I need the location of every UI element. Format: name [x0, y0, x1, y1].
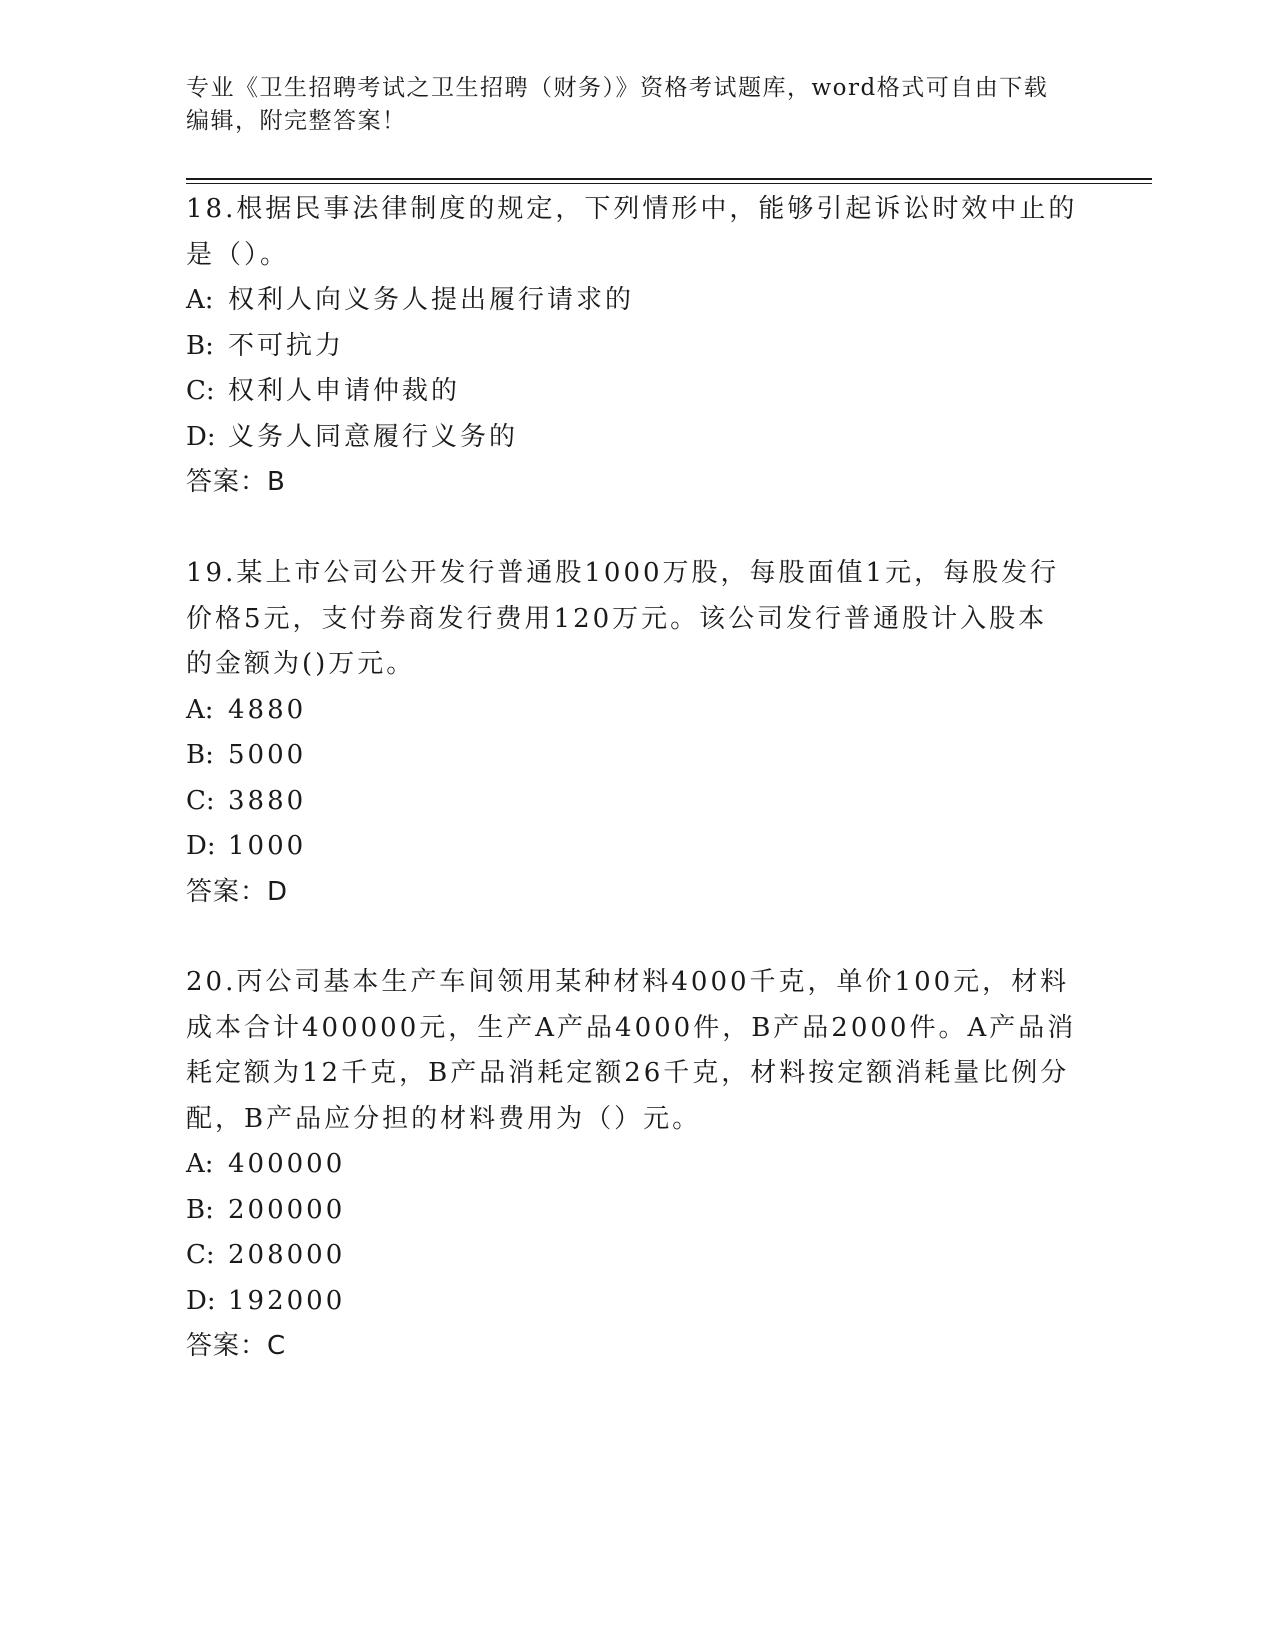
option-key: D: [186, 1285, 216, 1316]
question-stem-line: 耗定额为12千克，B产品消耗定额26千克，材料按定额消耗量比例分 [186, 1058, 1070, 1088]
option-c [186, 1233, 1086, 1279]
option-b [186, 324, 1086, 370]
question-20 [186, 960, 1086, 1370]
answer-label: 答案：C [186, 1331, 287, 1361]
option-key: A: [186, 1149, 214, 1179]
option-text: 1000 [228, 831, 307, 861]
option-text: 不可抗力 [228, 330, 345, 361]
question-stem-line: 是（）。 [186, 239, 290, 270]
answer-label: 答案：B [186, 467, 286, 497]
option-key: B: [186, 1194, 214, 1225]
question-stem-line: 配，B产品应分担的材料费用为（）元。 [186, 1103, 702, 1134]
option-text: 400000 [228, 1149, 346, 1179]
option-text: 义务人同意履行义务的 [228, 421, 519, 452]
answer-label: 答案：D [186, 876, 289, 907]
option-c [186, 779, 1086, 825]
option-key: D: [186, 831, 216, 861]
option-key: D: [186, 421, 216, 452]
question-stem-line: 的金额为()万元。 [186, 649, 416, 679]
header-line-1: 专业《卫生招聘考试之卫生招聘（财务）》资格考试题库，word格式可自由下载 [186, 75, 1049, 101]
option-a [186, 278, 1086, 324]
option-key: C: [186, 785, 215, 816]
option-key: B: [186, 740, 214, 770]
document-header [186, 72, 1066, 138]
header-divider-thick [186, 178, 1152, 180]
header-divider-thin [186, 183, 1152, 184]
option-text: 200000 [228, 1194, 346, 1225]
question-stem-line: 19.某上市公司公开发行普通股1000万股，每股面值1元，每股发行 [186, 558, 1060, 588]
question-number: 19. [186, 558, 237, 588]
option-b [186, 733, 1086, 779]
question-number: 20. [186, 967, 237, 997]
question-stem-line: 成本合计400000元，生产A产品4000件，B产品2000件。A产品消 [186, 1012, 1077, 1043]
option-b [186, 1188, 1086, 1234]
question-18 [186, 187, 1086, 506]
header-line-2: 编辑，附完整答案！ [186, 108, 407, 134]
option-text: 权利人申请仲裁的 [228, 376, 461, 406]
option-key: A: [186, 285, 214, 315]
question-stem-line: 18.根据民事法律制度的规定，下列情形中，能够引起诉讼时效中止的 [186, 194, 1078, 224]
question-19 [186, 551, 1086, 915]
option-key: A: [186, 694, 214, 725]
option-text: 4880 [228, 694, 307, 725]
option-text: 权利人向义务人提出履行请求的 [228, 285, 635, 315]
option-text: 3880 [228, 785, 307, 816]
option-text: 208000 [228, 1240, 346, 1270]
option-a [186, 1142, 1086, 1188]
option-a [186, 688, 1086, 734]
option-c [186, 369, 1086, 415]
option-d [186, 415, 1086, 461]
question-stem-line: 20.丙公司基本生产车间领用某种材料4000千克，单价100元，材料 [186, 967, 1070, 997]
question-stem-line: 价格5元，支付券商发行费用120万元。该公司发行普通股计入股本 [186, 603, 1048, 634]
option-key: C: [186, 1240, 215, 1270]
option-text: 5000 [228, 740, 307, 770]
option-key: B: [186, 330, 214, 361]
option-d [186, 824, 1086, 870]
option-text: 192000 [228, 1285, 346, 1316]
option-key: C: [186, 376, 215, 406]
question-number: 18. [186, 194, 237, 224]
option-d [186, 1279, 1086, 1325]
